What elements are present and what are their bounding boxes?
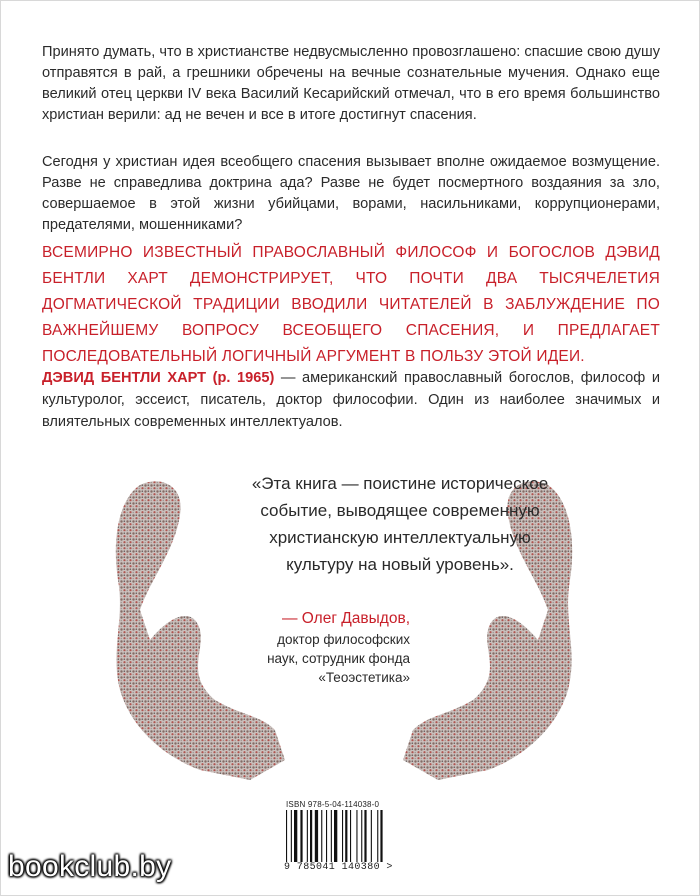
quote-attribution [250,608,410,687]
isbn-label: ISBN 978-5-04-114038-0 [286,800,380,809]
barcode-digits: 9 785041 140380 > [284,862,393,873]
quote-text: «Эта книга — поистине историческое событие, выводящее современную христианскую интеллектуальную культуру на новый уровень». [251,474,549,574]
highlight-paragraph: ВСЕМИРНО ИЗВЕСТНЫЙ ПРАВОСЛАВНЫЙ ФИЛОСОФ И БОГОСЛОВ ДЭВИД БЕНТЛИ ХАРТ ДЕМОНСТРИРУЕТ, ЧТО ПОЧТИ ДВА ТЫСЯЧЕЛЕТИЯ ДОГМАТИЧЕСКОЙ ТРАДИЦИИ ВВОДИЛИ ЧИТАТЕЛЕЙ В ЗАБЛУЖДЕНИЕ ПО ВАЖНЕЙШЕМУ ВОПРОСУ ВСЕОБЩЕГО СПАСЕНИЯ, И ПРЕДЛАГАЕТ ПОСЛЕДОВАТЕЛЬНЫЙ ЛОГИЧНЫЙ АРГУМЕНТ В ПОЛЬЗУ ЭТОЙ ИДЕИ. [42,244,660,365]
barcode [284,810,416,862]
quote-author: — Олег Давыдов, [281,610,410,627]
author-bio: — американский православный богослов, философ и культуролог, эссеист, писатель, доктор философии. Один из наиболее значимых и влиятельных современных интеллектуалов. [42,370,661,430]
second-paragraph: Сегодня у христиан идея всеобщего спасения вызывает вполне ожидаемое возмущение. Разве не справедлива доктрина ада? Разве не будет посмертного воздаяния за зло, совершаемое в этой жизни убийцами, ворами, насильниками, коррупционерами, предателями, мошенниками? [42,154,660,233]
author-paragraph [42,367,660,433]
watermark-logo: bookclub.by [8,850,172,883]
author-years: (р. 1965) [206,370,275,386]
quote-author-title: доктор философских наук, сотрудник фонда «Теоэстетика» [267,632,410,685]
author-name: ДЭВИД БЕНТЛИ ХАРТ [42,370,207,386]
intro-paragraph: Принято думать, что в христианстве недвусмысленно провозглашено: спасшие свою душу отправятся в рай, а грешники обречены на вечные сознательные мучения. Однако еще великий отец церкви IV века Василий Кесарийский отмечал, что в его время большинство христиан верили: ад не вечен и все в итоге достигнут спасения. [42,44,660,123]
